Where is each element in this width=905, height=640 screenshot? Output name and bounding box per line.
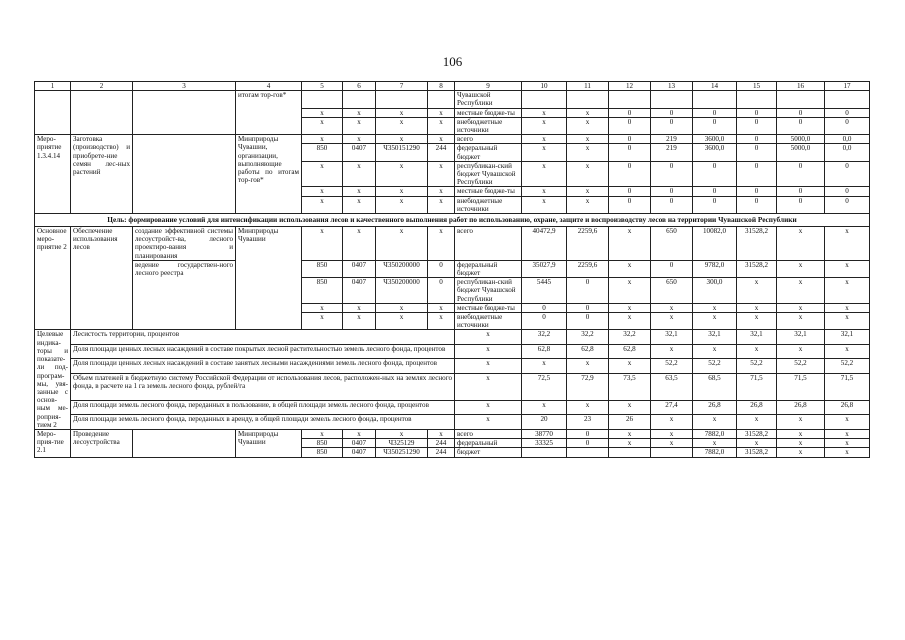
table-cell: x bbox=[825, 278, 870, 304]
table-cell: 0 bbox=[651, 260, 693, 277]
table-cell: 0 bbox=[737, 144, 777, 161]
table-cell: 52,2 bbox=[737, 359, 777, 373]
table-cell: Ч350200000 bbox=[376, 278, 428, 304]
table-cell: x bbox=[567, 187, 609, 196]
table-cell: 219 bbox=[651, 144, 693, 161]
table-cell: x bbox=[302, 187, 343, 196]
page-number: 106 bbox=[442, 54, 463, 69]
table-cell: 244 bbox=[428, 439, 455, 448]
table-cell: 63,5 bbox=[651, 373, 693, 400]
table-cell: 0 bbox=[522, 303, 567, 312]
table-cell: 0 bbox=[609, 196, 651, 213]
table-cell: 16 bbox=[777, 82, 825, 91]
header-row bbox=[35, 82, 870, 91]
table-cell: 11 bbox=[567, 82, 609, 91]
table-cell: 244 bbox=[428, 144, 455, 161]
table-cell: внебюджетные источники bbox=[455, 196, 522, 213]
table-cell: всего bbox=[455, 135, 522, 144]
table-cell: x bbox=[428, 313, 455, 330]
table-cell: x bbox=[428, 135, 455, 144]
table-cell: x bbox=[522, 196, 567, 213]
table-cell: x bbox=[825, 313, 870, 330]
indicators-label: Целевые индика-торы и показате-ли под-програм-мы, увя-занные с основ-ным ме-роприя-тием 2 bbox=[35, 330, 71, 429]
table-cell: x bbox=[609, 313, 651, 330]
table-cell: x bbox=[609, 227, 651, 261]
table-cell: 3600,0 bbox=[693, 135, 737, 144]
table-cell: 0 bbox=[651, 161, 693, 187]
table-cell: x bbox=[737, 344, 777, 358]
table-cell: x bbox=[567, 196, 609, 213]
table-cell: 1 bbox=[35, 82, 71, 91]
table-cell: 31528,2 bbox=[737, 260, 777, 277]
table-cell: 0 bbox=[609, 187, 651, 196]
table-cell: x bbox=[302, 227, 343, 261]
table-cell: 0 bbox=[567, 439, 609, 448]
table-cell: 0 bbox=[567, 313, 609, 330]
table-cell: 0 bbox=[693, 196, 737, 213]
table-cell: 13 bbox=[651, 82, 693, 91]
table-cell: x bbox=[777, 278, 825, 304]
table-cell: x bbox=[302, 303, 343, 312]
table-cell: 10 bbox=[522, 82, 567, 91]
table-cell: 850 bbox=[302, 278, 343, 304]
table-cell: 31528,2 bbox=[737, 429, 777, 438]
table-cell: x bbox=[609, 260, 651, 277]
table-cell: 4 bbox=[236, 82, 302, 91]
indicator-row bbox=[35, 344, 870, 358]
table-cell: федеральный bbox=[455, 439, 522, 448]
table-cell: x bbox=[343, 135, 376, 144]
table-cell: 0 bbox=[428, 278, 455, 304]
measure-desc: Заготовка (производство) и приобрете-ние семян лес-ных растений bbox=[71, 135, 133, 214]
table-cell: Ч350151290 bbox=[376, 144, 428, 161]
table-cell: x bbox=[693, 313, 737, 330]
table-cell: 71,5 bbox=[777, 373, 825, 400]
table-row bbox=[35, 227, 870, 261]
table-cell: 38770 bbox=[522, 429, 567, 438]
table-row bbox=[35, 260, 870, 277]
table-cell: x bbox=[428, 303, 455, 312]
table-cell: 32,1 bbox=[825, 330, 870, 344]
table-cell: 0407 bbox=[343, 448, 376, 457]
table-cell: 32,1 bbox=[737, 330, 777, 344]
table-cell: 0 bbox=[567, 278, 609, 304]
table-cell: 0 bbox=[693, 161, 737, 187]
table-cell: x bbox=[825, 429, 870, 438]
table-cell: x bbox=[777, 429, 825, 438]
table-cell: республикан-ский бюджет Чувашской Республики bbox=[455, 161, 522, 187]
table-cell: 72,9 bbox=[567, 373, 609, 400]
table-cell: x bbox=[651, 313, 693, 330]
table-cell: местные бюдже-ты bbox=[455, 303, 522, 312]
table-cell: 72,5 bbox=[522, 373, 567, 400]
indicator-text: Доля площади земель лесного фонда, переданных в пользование, в общей площади земель лесного фонда, процентов bbox=[71, 401, 455, 415]
table-cell: 31528,2 bbox=[737, 227, 777, 261]
table-cell: 5000,0 bbox=[777, 144, 825, 161]
table-cell: x bbox=[777, 439, 825, 448]
table-cell: 26,8 bbox=[825, 401, 870, 415]
table-cell: 0 bbox=[522, 313, 567, 330]
table-cell: x bbox=[651, 429, 693, 438]
table-cell: 5 bbox=[302, 82, 343, 91]
source-cell: местные бюдже-ты bbox=[455, 108, 522, 117]
table-cell: x bbox=[825, 344, 870, 358]
responsible-cell: Минприроды Чувашии, организации, выполняющие работы по итогам тор-гов* bbox=[236, 135, 302, 214]
table-cell: x bbox=[343, 429, 376, 438]
table-cell: x bbox=[825, 448, 870, 457]
table-cell: 850 bbox=[302, 439, 343, 448]
table-cell: 3 bbox=[133, 82, 236, 91]
table-cell: 26,8 bbox=[777, 401, 825, 415]
table-cell: 62,8 bbox=[522, 344, 567, 358]
table-cell: x bbox=[376, 135, 428, 144]
indicator-row bbox=[35, 415, 870, 429]
table-cell: федеральный бюджет bbox=[455, 144, 522, 161]
indicator-row bbox=[35, 373, 870, 400]
table-cell: 7882,0 bbox=[693, 448, 737, 457]
table-cell: 32,2 bbox=[567, 330, 609, 344]
table-cell bbox=[522, 448, 567, 457]
table-cell: 0 bbox=[428, 260, 455, 277]
indicator-row bbox=[35, 359, 870, 373]
indicator-text: Лесистость территории, процентов bbox=[71, 330, 455, 344]
source-cell: Чувашской Республики bbox=[455, 91, 522, 108]
table-cell: x bbox=[343, 187, 376, 196]
table-cell: 300,0 bbox=[693, 278, 737, 304]
table-cell: 0 bbox=[825, 196, 870, 213]
table-cell: 33325 bbox=[522, 439, 567, 448]
table-cell bbox=[567, 448, 609, 457]
table-cell: 23 bbox=[567, 415, 609, 429]
table-row bbox=[35, 135, 870, 144]
table-cell: 850 bbox=[302, 448, 343, 457]
budget-table bbox=[34, 81, 870, 458]
goal-text: Цель: формирование условий для интенсификации использования лесов и качественного выполнения работ по использованию, охране, защите и воспроизводству лесов на территории Чувашской Республики bbox=[35, 214, 870, 227]
table-cell: x bbox=[777, 448, 825, 457]
table-cell: x bbox=[343, 196, 376, 213]
table-cell: x bbox=[522, 187, 567, 196]
table-cell: 650 bbox=[651, 278, 693, 304]
responsible-cell: Минприроды Чувашии bbox=[236, 429, 302, 457]
cell bbox=[133, 429, 236, 457]
table-cell: x bbox=[777, 227, 825, 261]
table-cell: 0 bbox=[693, 187, 737, 196]
table-cell: x bbox=[825, 260, 870, 277]
table-cell: x bbox=[522, 135, 567, 144]
table-cell: x bbox=[428, 196, 455, 213]
table-cell: x bbox=[343, 313, 376, 330]
table-cell: 3600,0 bbox=[693, 144, 737, 161]
table-cell: 850 bbox=[302, 260, 343, 277]
measure-desc: Обеспечение использования лесов bbox=[71, 227, 133, 330]
table-cell: x bbox=[737, 415, 777, 429]
table-cell: 0407 bbox=[343, 439, 376, 448]
table-cell: 0,0 bbox=[825, 135, 870, 144]
table-cell: x bbox=[455, 344, 522, 358]
table-cell: 12 bbox=[609, 82, 651, 91]
goal-row bbox=[35, 214, 870, 227]
table-cell: 32,1 bbox=[651, 330, 693, 344]
table-cell: 0407 bbox=[343, 260, 376, 277]
table-cell: 32,1 bbox=[693, 330, 737, 344]
table-cell: 17 bbox=[825, 82, 870, 91]
measure-name: Основное меро-приятие 2 bbox=[35, 227, 71, 330]
table-cell: x bbox=[737, 439, 777, 448]
indicator-text: Доля площади ценных лесных насаждений в составе занятых лесными насаждениями земель лесного фонда, процентов bbox=[71, 359, 455, 373]
table-cell: x bbox=[455, 373, 522, 400]
table-cell: x bbox=[376, 313, 428, 330]
table-row: x x x x внебюджетные источники x x 0 0 0 0 0 0 bbox=[35, 117, 870, 134]
indicator-row bbox=[35, 330, 870, 344]
table-cell: x bbox=[428, 187, 455, 196]
table-cell: Ч325129 bbox=[376, 439, 428, 448]
table-cell: 0 bbox=[777, 161, 825, 187]
cell bbox=[35, 91, 71, 135]
table-cell: 0,0 bbox=[825, 144, 870, 161]
table-cell: x bbox=[376, 161, 428, 187]
table-cell: 650 bbox=[651, 227, 693, 261]
table-cell: республикан-ский бюджет Чувашской Республики bbox=[455, 278, 522, 304]
table-cell: 20 bbox=[522, 415, 567, 429]
responsible-cell: итогам тор-гов* bbox=[236, 91, 302, 135]
table-cell: x bbox=[567, 144, 609, 161]
table-cell: местные бюдже-ты bbox=[455, 187, 522, 196]
indicator-text: Доля площади земель лесного фонда, переданных в аренду, в общей площади земель лесного фонда, процентов bbox=[71, 415, 455, 429]
table-cell: 35027,9 bbox=[522, 260, 567, 277]
table-cell: 219 bbox=[651, 135, 693, 144]
table-cell: 5445 bbox=[522, 278, 567, 304]
cell bbox=[133, 135, 236, 214]
table-cell: 73,5 bbox=[609, 373, 651, 400]
table-cell: 62,8 bbox=[567, 344, 609, 358]
table-cell: x bbox=[777, 303, 825, 312]
table-cell: 0 bbox=[737, 135, 777, 144]
table-cell: x bbox=[609, 401, 651, 415]
table-cell: 32,2 bbox=[522, 330, 567, 344]
table-cell: 5000,0 bbox=[777, 135, 825, 144]
table-cell: 52,2 bbox=[825, 359, 870, 373]
table-cell: 244 bbox=[428, 448, 455, 457]
table-cell: x bbox=[428, 161, 455, 187]
table-cell: 26 bbox=[609, 415, 651, 429]
cell bbox=[71, 91, 133, 135]
table-cell: 850 bbox=[302, 144, 343, 161]
table-cell: 0 bbox=[651, 196, 693, 213]
table-cell: x bbox=[522, 161, 567, 187]
table-cell: x bbox=[737, 278, 777, 304]
table-cell: x bbox=[302, 429, 343, 438]
table-cell: x bbox=[737, 313, 777, 330]
table-cell: x bbox=[343, 303, 376, 312]
table-cell: x bbox=[777, 344, 825, 358]
table-cell: x bbox=[777, 260, 825, 277]
table-cell: x bbox=[522, 401, 567, 415]
table-cell: 2259,6 bbox=[567, 260, 609, 277]
table-cell: x bbox=[825, 439, 870, 448]
table-cell: x bbox=[302, 161, 343, 187]
table-cell: 15 bbox=[737, 82, 777, 91]
table-row: x x x x местные бюдже-ты x x 0 0 0 0 0 0 bbox=[35, 108, 870, 117]
sub-activity: ведение государствен-ного лесного реестра bbox=[133, 260, 236, 330]
table-cell: x bbox=[825, 227, 870, 261]
table-cell: 2 bbox=[71, 82, 133, 91]
table-cell: x bbox=[609, 278, 651, 304]
table-cell: x bbox=[302, 313, 343, 330]
table-cell: x bbox=[376, 303, 428, 312]
cell bbox=[133, 91, 236, 135]
table-cell: 0 bbox=[737, 187, 777, 196]
table-cell: бюджет bbox=[455, 448, 522, 457]
table-cell: 9 bbox=[455, 82, 522, 91]
table-row bbox=[35, 429, 870, 438]
table-cell: 26,8 bbox=[737, 401, 777, 415]
table-cell: 0 bbox=[737, 196, 777, 213]
table-cell: x bbox=[376, 227, 428, 261]
table-cell: x bbox=[825, 303, 870, 312]
table-cell: 6 bbox=[343, 82, 376, 91]
table-cell: 8 bbox=[428, 82, 455, 91]
table-row bbox=[35, 91, 870, 108]
table-cell: федеральный бюджет bbox=[455, 260, 522, 277]
table-cell: 31528,2 bbox=[737, 448, 777, 457]
table-cell: 0 bbox=[609, 161, 651, 187]
indicator-text: Доля площади ценных лесных насаждений в составе покрытых лесной растительностью земель лесного фонда, процентов bbox=[71, 344, 455, 358]
table-cell: x bbox=[455, 401, 522, 415]
table-cell: x bbox=[428, 227, 455, 261]
table-cell: 0 bbox=[609, 144, 651, 161]
table-cell: 0 bbox=[825, 187, 870, 196]
table-cell: 14 bbox=[693, 82, 737, 91]
table-cell: 0 bbox=[777, 187, 825, 196]
table-cell: Ч350251290 bbox=[376, 448, 428, 457]
table-cell: 0407 bbox=[343, 278, 376, 304]
table-cell: внебюджетные источники bbox=[455, 313, 522, 330]
table-cell: x bbox=[737, 303, 777, 312]
table-cell: x bbox=[522, 144, 567, 161]
table-cell: x bbox=[567, 135, 609, 144]
table-cell: x bbox=[376, 196, 428, 213]
table-cell: 26,8 bbox=[693, 401, 737, 415]
table-cell: Ч350200000 bbox=[376, 260, 428, 277]
table-cell: x bbox=[693, 344, 737, 358]
table-cell: 0 bbox=[825, 161, 870, 187]
source-cell: внебюджетные источники bbox=[455, 117, 522, 134]
table-cell: x bbox=[567, 161, 609, 187]
table-cell: 32,1 bbox=[777, 330, 825, 344]
table-cell: всего bbox=[455, 227, 522, 261]
table-cell: x bbox=[651, 344, 693, 358]
table-cell: x bbox=[651, 303, 693, 312]
measure-name: Меро-приятие 1.3.4.14 bbox=[35, 135, 71, 214]
table-cell bbox=[651, 448, 693, 457]
table-cell: 71,5 bbox=[737, 373, 777, 400]
table-cell: 40472,9 bbox=[522, 227, 567, 261]
table-cell: x bbox=[376, 429, 428, 438]
table-cell: x bbox=[693, 439, 737, 448]
table-cell: 7882,0 bbox=[693, 429, 737, 438]
table-cell: 0 bbox=[737, 161, 777, 187]
table-cell: x bbox=[428, 429, 455, 438]
table-cell: x bbox=[567, 401, 609, 415]
table-cell: всего bbox=[455, 429, 522, 438]
table-cell: x bbox=[302, 196, 343, 213]
table-cell: x bbox=[567, 359, 609, 373]
table-cell: 0 bbox=[567, 303, 609, 312]
table-cell: 0 bbox=[651, 187, 693, 196]
sub-activity: создание эффективной системы лесоустройст-ва, лесного проектиро-вания и планирования bbox=[133, 227, 236, 261]
table-cell: x bbox=[343, 161, 376, 187]
measure-desc: Проведение лесоустройства bbox=[71, 429, 133, 457]
table-cell: x bbox=[777, 415, 825, 429]
table-cell: 68,5 bbox=[693, 373, 737, 400]
table-cell: 0 bbox=[777, 196, 825, 213]
indicator-text: Объем платежей в бюджетную систему Российской Федерации от использования лесов, расположен-ных на землях лесного фонда, в расчете на 1 га земель лесного фонда, рублей/га bbox=[71, 373, 455, 400]
table-cell: x bbox=[651, 415, 693, 429]
measure-name: Меро-прия-тие 2.1 bbox=[35, 429, 71, 457]
table-cell: x bbox=[522, 359, 567, 373]
table-cell: 52,2 bbox=[651, 359, 693, 373]
table-cell: x bbox=[455, 359, 522, 373]
table-cell: 7 bbox=[376, 82, 428, 91]
table-cell: x bbox=[609, 359, 651, 373]
responsible-cell: Минприроды Чувашии bbox=[236, 227, 302, 330]
table-cell: x bbox=[609, 303, 651, 312]
table-cell bbox=[609, 448, 651, 457]
table-cell: x bbox=[693, 303, 737, 312]
table-cell: 52,2 bbox=[777, 359, 825, 373]
table-cell: 10082,0 bbox=[693, 227, 737, 261]
table-cell: x bbox=[343, 227, 376, 261]
table-cell: 0 bbox=[609, 135, 651, 144]
table-cell: x bbox=[651, 439, 693, 448]
table-cell: 71,5 bbox=[825, 373, 870, 400]
table-cell: x bbox=[825, 415, 870, 429]
indicator-row bbox=[35, 401, 870, 415]
table-cell: x bbox=[455, 415, 522, 429]
table-cell: 27,4 bbox=[651, 401, 693, 415]
table-cell: 2259,6 bbox=[567, 227, 609, 261]
table-cell: x bbox=[609, 439, 651, 448]
table-cell: x bbox=[376, 187, 428, 196]
table-cell: 32,2 bbox=[609, 330, 651, 344]
table-cell: x bbox=[693, 415, 737, 429]
table-cell: x bbox=[455, 330, 522, 344]
table-cell: x bbox=[302, 135, 343, 144]
table-cell: x bbox=[609, 429, 651, 438]
table-cell: 0 bbox=[567, 429, 609, 438]
table-cell: 62,8 bbox=[609, 344, 651, 358]
table-cell: 0407 bbox=[343, 144, 376, 161]
table-cell: x bbox=[777, 313, 825, 330]
table-cell: 9782,0 bbox=[693, 260, 737, 277]
table-cell: 52,2 bbox=[693, 359, 737, 373]
